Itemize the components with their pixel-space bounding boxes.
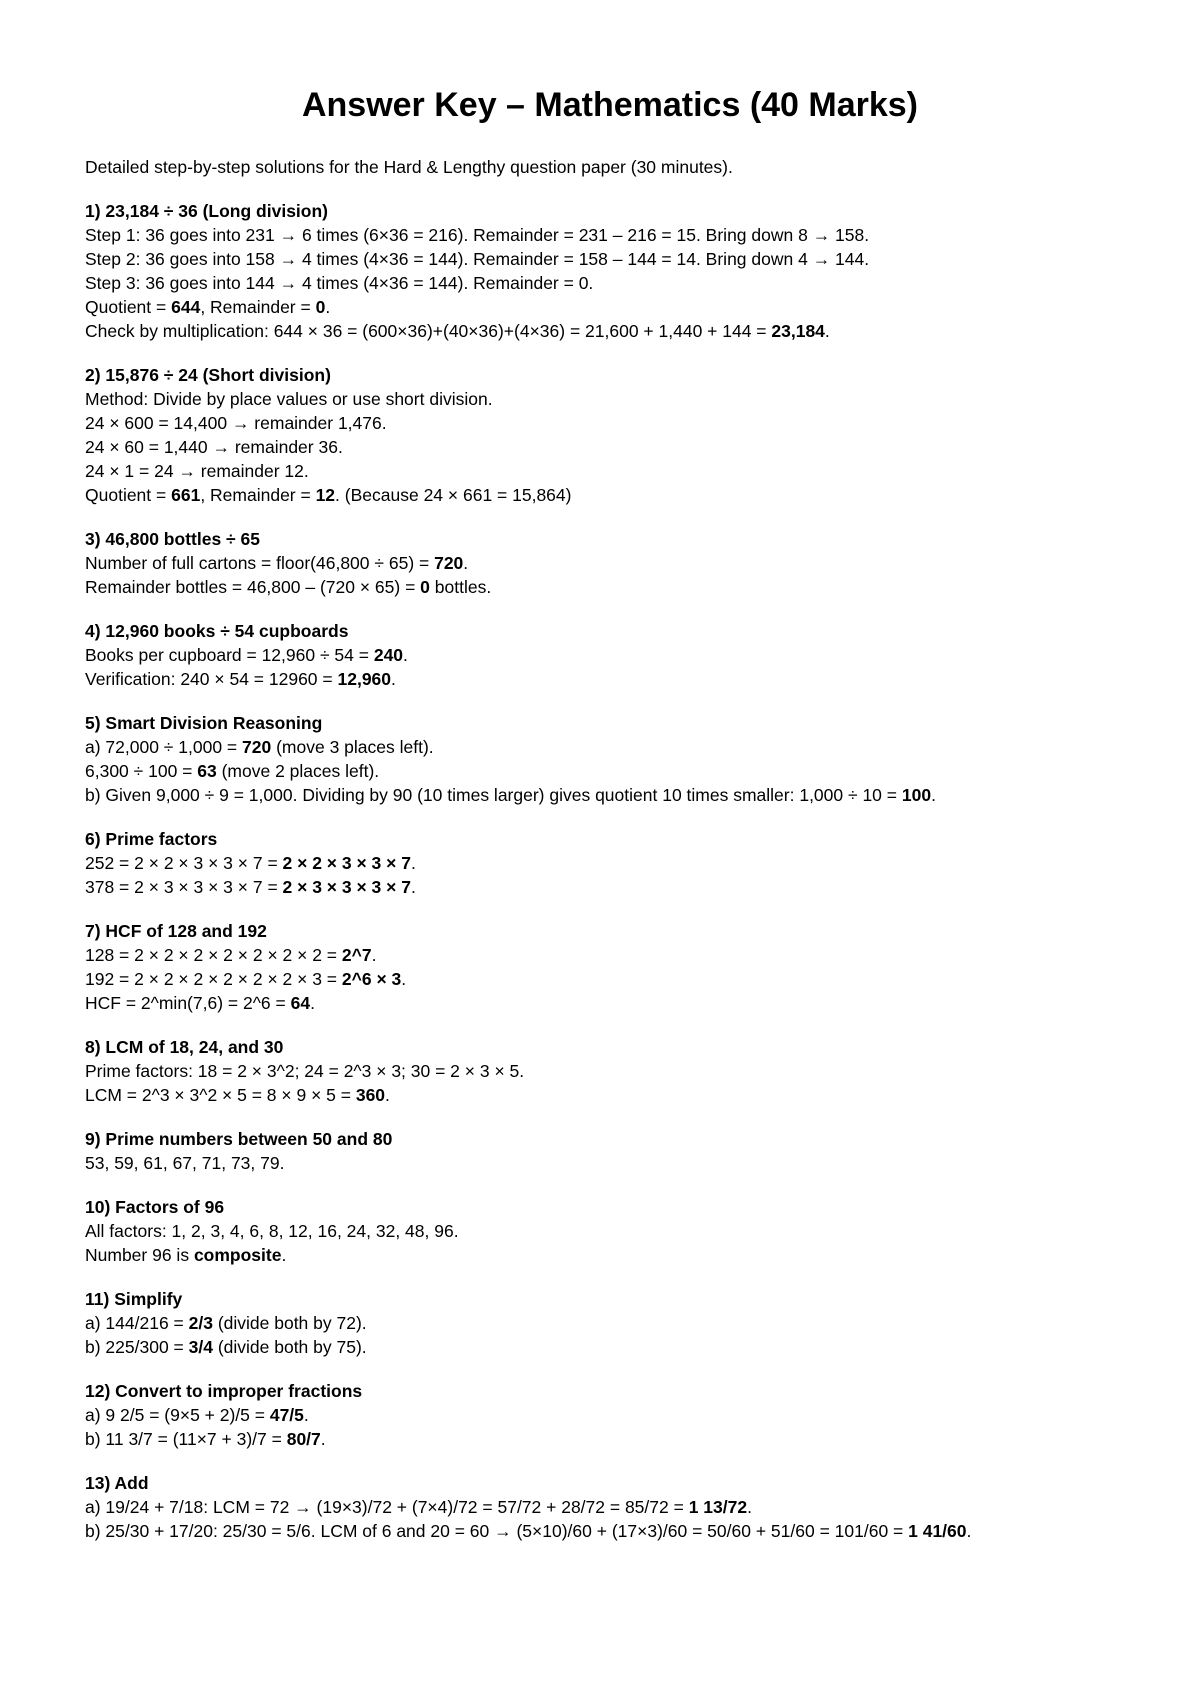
question-4-title: 4) 12,960 books ÷ 54 cupboards [85, 621, 349, 641]
q6-line-2: 378 = 2 × 3 × 3 × 3 × 7 = 2 × 3 × 3 × 3 × 7. [85, 877, 416, 897]
q1-remainder-value: 0 [315, 297, 326, 317]
q12-line-1: a) 9 2/5 = (9×5 + 2)/5 = 47/5. [85, 1405, 309, 1425]
q5-line-1: a) 72,000 ÷ 1,000 = 720 (move 3 places left). [85, 737, 434, 757]
question-7-title: 7) HCF of 128 and 192 [85, 921, 267, 941]
question-6-title: 6) Prime factors [85, 829, 218, 849]
q7-line-1: 128 = 2 × 2 × 2 × 2 × 2 × 2 × 2 = 2^7. [85, 945, 377, 965]
q11-line-2: b) 225/300 = 3/4 (divide both by 75). [85, 1337, 367, 1357]
q2-remainder-value: 12 [315, 485, 336, 505]
q5-line-3: b) Given 9,000 ÷ 9 = 1,000. Dividing by 90 (10 times larger) gives quotient 10 times smaller: 1,000 ÷ 10 = 100. [85, 785, 936, 805]
question-13-solution [85, 1471, 1135, 1543]
answer-key-page [85, 85, 1135, 1563]
q12-line-2: b) 11 3/7 = (11×7 + 3)/7 = 80/7. [85, 1429, 326, 1449]
q2-line-4: 24 × 1 = 24 → remainder 12. [85, 461, 309, 481]
q13-line-1: a) 19/24 + 7/18: LCM = 72 → (19×3)/72 + (7×4)/72 = 57/72 + 28/72 = 85/72 = 1 13/72. [85, 1497, 752, 1517]
question-3-title: 3) 46,800 bottles ÷ 65 [85, 529, 260, 549]
page-subtitle: Detailed step-by-step solutions for the Hard & Lengthy question paper (30 minutes). [85, 157, 733, 177]
q3-line-2: Remainder bottles = 46,800 – (720 × 65) = 0 bottles. [85, 577, 492, 597]
question-1-solution [85, 199, 1135, 343]
q2-line-3: 24 × 60 = 1,440 → remainder 36. [85, 437, 343, 457]
question-8-title: 8) LCM of 18, 24, and 30 [85, 1037, 284, 1057]
q4-line-1: Books per cupboard = 12,960 ÷ 54 = 240. [85, 645, 408, 665]
question-3-solution [85, 527, 1135, 599]
question-8-solution [85, 1035, 1135, 1107]
q10-line-2: Number 96 is composite. [85, 1245, 287, 1265]
question-6-solution [85, 827, 1135, 899]
q6-line-1: 252 = 2 × 2 × 3 × 3 × 7 = 2 × 2 × 3 × 3 × 7. [85, 853, 416, 873]
q1-step-2: Step 2: 36 goes into 158 → 4 times (4×36 = 144). Remainder = 158 – 144 = 14. Bring down 4 → 144. [85, 249, 870, 269]
page-title: Answer Key – Mathematics (40 Marks) [301, 86, 919, 124]
q2-quotient-value: 661 [171, 485, 201, 505]
question-9-title: 9) Prime numbers between 50 and 80 [85, 1129, 393, 1149]
q11-line-1: a) 144/216 = 2/3 (divide both by 72). [85, 1313, 367, 1333]
question-13-title: 13) Add [85, 1473, 149, 1493]
question-12-title: 12) Convert to improper fractions [85, 1381, 363, 1401]
q8-line-2: LCM = 2^3 × 3^2 × 5 = 8 × 9 × 5 = 360. [85, 1085, 390, 1105]
question-2-solution [85, 363, 1135, 507]
question-5-solution [85, 711, 1135, 807]
question-2-title: 2) 15,876 ÷ 24 (Short division) [85, 365, 331, 385]
q1-check-value: 23,184 [771, 321, 825, 341]
q5-line-2: 6,300 ÷ 100 = 63 (move 2 places left). [85, 761, 380, 781]
q10-line-1: All factors: 1, 2, 3, 4, 6, 8, 12, 16, 24, 32, 48, 96. [85, 1221, 459, 1241]
q8-line-1: Prime factors: 18 = 2 × 3^2; 24 = 2^3 × 3; 30 = 2 × 3 × 5. [85, 1061, 525, 1081]
question-11-title: 11) Simplify [85, 1289, 183, 1309]
q7-line-2: 192 = 2 × 2 × 2 × 2 × 2 × 2 × 3 = 2^6 × 3. [85, 969, 407, 989]
question-7-solution [85, 919, 1135, 1015]
question-10-solution [85, 1195, 1135, 1267]
q2-line-1: Method: Divide by place values or use short division. [85, 389, 493, 409]
question-5-title: 5) Smart Division Reasoning [85, 713, 323, 733]
question-12-solution [85, 1379, 1135, 1451]
q1-quotient-value: 644 [171, 297, 201, 317]
q4-line-2: Verification: 240 × 54 = 12960 = 12,960. [85, 669, 396, 689]
question-11-solution [85, 1287, 1135, 1359]
q2-quotient-line: Quotient = 661, Remainder = 12. (Because 24 × 661 = 15,864) [85, 485, 572, 505]
q2-line-2: 24 × 600 = 14,400 → remainder 1,476. [85, 413, 387, 433]
q1-quotient-line: Quotient = 644, Remainder = 0. [85, 297, 331, 317]
question-4-solution [85, 619, 1135, 691]
question-9-solution [85, 1127, 1135, 1175]
q13-line-2: b) 25/30 + 17/20: 25/30 = 5/6. LCM of 6 and 20 = 60 → (5×10)/60 + (17×3)/60 = 50/60 + 51/60 = 101/60 = 1 41/60. [85, 1521, 972, 1541]
q7-line-3: HCF = 2^min(7,6) = 2^6 = 64. [85, 993, 315, 1013]
q9-line-1: 53, 59, 61, 67, 71, 73, 79. [85, 1153, 285, 1173]
question-1-title: 1) 23,184 ÷ 36 (Long division) [85, 201, 329, 221]
q3-line-1: Number of full cartons = floor(46,800 ÷ 65) = 720. [85, 553, 469, 573]
q1-check-line: Check by multiplication: 644 × 36 = (600×36)+(40×36)+(4×36) = 21,600 + 1,440 + 144 = 23,184. [85, 321, 830, 341]
q1-step-1: Step 1: 36 goes into 231 → 6 times (6×36 = 216). Remainder = 231 – 216 = 15. Bring down 8 → 158. [85, 225, 870, 245]
question-10-title: 10) Factors of 96 [85, 1197, 225, 1217]
q1-step-3: Step 3: 36 goes into 144 → 4 times (4×36 = 144). Remainder = 0. [85, 273, 594, 293]
